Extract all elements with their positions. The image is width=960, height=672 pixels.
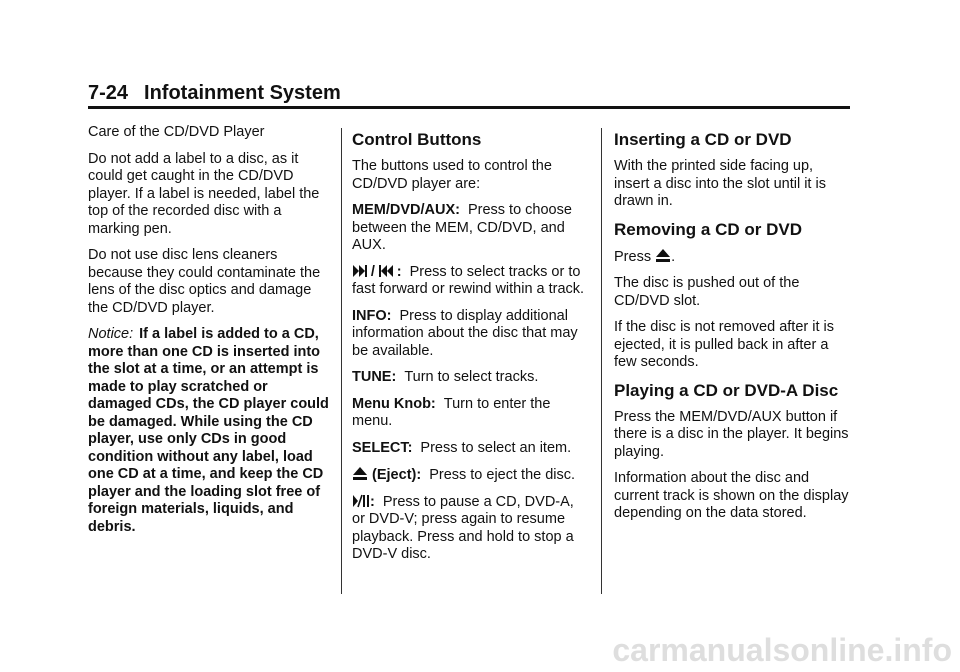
removing-paragraph-2: If the disc is not removed after it is ejected, it is pulled back in after a few seconds. bbox=[614, 319, 835, 370]
play-pause-icon bbox=[352, 494, 370, 508]
item-term: MEM/DVD/AUX: bbox=[352, 202, 460, 218]
item-text: Press to choose between the MEM, CD/DVD, and AUX. bbox=[352, 202, 572, 253]
notice-label: Notice: bbox=[88, 326, 134, 342]
header-rule bbox=[88, 106, 850, 109]
column-divider-2 bbox=[601, 128, 602, 594]
care-paragraph-1: Do not add a label to a disc, as it could get caught in the CD/DVD player. If a label is needed, label the top of the recorded disc with a marking pen. bbox=[88, 150, 320, 237]
column-divider-1 bbox=[341, 128, 342, 594]
item-term: : bbox=[370, 493, 375, 510]
eject-icon bbox=[655, 248, 671, 263]
press-eject-paragraph bbox=[614, 248, 850, 267]
playing-heading: Playing a CD or DVD-A Disc bbox=[614, 380, 839, 400]
item-term: / : bbox=[352, 264, 402, 280]
control-buttons-heading: Control Buttons bbox=[352, 130, 482, 149]
playing-paragraph-1: Press the MEM/DVD/AUX button if there is a disc in the player. It begins playing. bbox=[614, 408, 849, 460]
left-column bbox=[88, 124, 334, 545]
item-text: Press to pause a CD, DVD-A, or DVD-V; press again to resume playback. Press and hold to stop a DVD-V disc. bbox=[352, 493, 574, 562]
item-play-pause bbox=[352, 494, 588, 564]
care-subheading: Care of the CD/DVD Player bbox=[88, 124, 265, 140]
item-term: SELECT: bbox=[352, 439, 413, 456]
page-title bbox=[88, 80, 850, 106]
item-select bbox=[352, 440, 588, 458]
care-paragraph-2: Do not use disc lens cleaners because they could contaminate the lens of the disc optics and damage the CD/DVD player. bbox=[88, 247, 321, 316]
item-text: Press to eject the disc. bbox=[429, 467, 576, 483]
notice-text: If a label is added to a CD, more than one CD is inserted into the slot at a time, or an attempt is made to play scratched or damaged CDs, the CD player could be damaged. While using the CD player, use only CDs in good condition without any label, load one CD at a time, and keep the CD player and the loading slot free of foreign materials, liquids, and debris. bbox=[88, 326, 329, 535]
page-header bbox=[88, 80, 850, 106]
item-eject bbox=[352, 466, 588, 485]
inserting-paragraph: With the printed side facing up, insert a disc into the slot until it is drawn in. bbox=[614, 158, 826, 209]
playing-paragraph-2: Information about the disc and current track is shown on the display depending on the data stored. bbox=[614, 470, 849, 521]
item-info bbox=[352, 308, 588, 361]
item-text: Turn to select tracks. bbox=[404, 369, 539, 385]
item-term: Menu Knob: bbox=[352, 395, 436, 412]
item-text: Turn to enter the menu. bbox=[352, 395, 551, 429]
notice-paragraph bbox=[88, 326, 334, 536]
item-term: TUNE: bbox=[352, 369, 397, 385]
item-menu-knob bbox=[352, 396, 588, 431]
item-text: Press to display additional information about the disc that may be available. bbox=[352, 307, 578, 359]
removing-paragraph-1: The disc is pushed out of the CD/DVD slot. bbox=[614, 275, 800, 309]
item-term: INFO: bbox=[352, 307, 392, 324]
item-seek bbox=[352, 264, 588, 299]
item-tune bbox=[352, 369, 588, 387]
press-end: . bbox=[671, 248, 676, 265]
right-column bbox=[614, 124, 850, 532]
middle-column bbox=[352, 124, 588, 573]
inserting-heading: Inserting a CD or DVD bbox=[614, 130, 792, 149]
removing-heading: Removing a CD or DVD bbox=[614, 219, 802, 239]
press-label: Press bbox=[614, 248, 652, 265]
item-term: (Eject): bbox=[372, 467, 422, 483]
control-buttons-intro: The buttons used to control the CD/DVD player are: bbox=[352, 158, 552, 192]
item-text: Press to select an item. bbox=[420, 439, 572, 456]
item-text: Press to select tracks or to fast forward or rewind within a track. bbox=[352, 263, 585, 297]
watermark: carmanualsonline.info bbox=[612, 632, 952, 668]
seek-forward-icon bbox=[352, 264, 368, 278]
seek-back-icon bbox=[378, 264, 394, 278]
section-title: Infotainment System bbox=[144, 82, 341, 104]
eject-icon bbox=[352, 466, 368, 481]
item-mem-dvd-aux bbox=[352, 202, 588, 255]
page-number: 7-24 bbox=[88, 82, 129, 104]
